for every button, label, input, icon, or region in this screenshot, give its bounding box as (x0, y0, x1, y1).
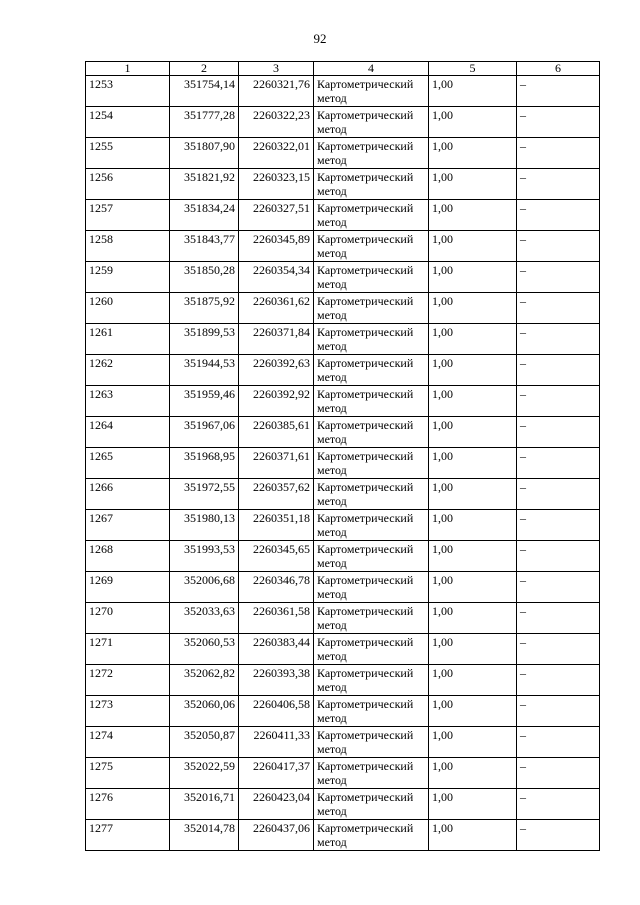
page-number: 92 (313, 31, 327, 46)
accuracy-cell: 1,00 (429, 572, 517, 603)
x-coordinate-cell: 352016,71 (170, 789, 239, 820)
accuracy-cell: 1,00 (429, 479, 517, 510)
table-row (86, 200, 600, 231)
point-number-cell: 1274 (86, 727, 170, 758)
table-row (86, 355, 600, 386)
note-cell: – (517, 820, 600, 851)
note-cell: – (517, 448, 600, 479)
point-number-cell: 1271 (86, 634, 170, 665)
x-coordinate-cell: 352050,87 (170, 727, 239, 758)
point-number-cell: 1276 (86, 789, 170, 820)
x-coordinate-cell: 351834,24 (170, 200, 239, 231)
point-number-cell: 1266 (86, 479, 170, 510)
point-number-cell: 1268 (86, 541, 170, 572)
method-cell: Картометрический метод (314, 169, 429, 200)
point-number-cell: 1261 (86, 324, 170, 355)
table-row (86, 572, 600, 603)
note-cell: – (517, 76, 600, 107)
x-coordinate-cell: 351980,13 (170, 510, 239, 541)
y-coordinate-cell: 2260417,37 (239, 758, 314, 789)
method-cell: Картометрический метод (314, 355, 429, 386)
table-row (86, 727, 600, 758)
y-coordinate-cell: 2260393,38 (239, 665, 314, 696)
x-coordinate-cell: 352062,82 (170, 665, 239, 696)
table-row (86, 479, 600, 510)
table-row (86, 510, 600, 541)
x-coordinate-cell: 352006,68 (170, 572, 239, 603)
note-cell: – (517, 758, 600, 789)
y-coordinate-cell: 2260392,63 (239, 355, 314, 386)
point-number-cell: 1269 (86, 572, 170, 603)
accuracy-cell: 1,00 (429, 541, 517, 572)
x-coordinate-cell: 351959,46 (170, 386, 239, 417)
method-cell: Картометрический метод (314, 634, 429, 665)
method-cell: Картометрический метод (314, 510, 429, 541)
x-coordinate-cell: 351972,55 (170, 479, 239, 510)
accuracy-cell: 1,00 (429, 169, 517, 200)
y-coordinate-cell: 2260327,51 (239, 200, 314, 231)
method-cell: Картометрический метод (314, 820, 429, 851)
point-number-cell: 1273 (86, 696, 170, 727)
accuracy-cell: 1,00 (429, 727, 517, 758)
note-cell: – (517, 262, 600, 293)
point-number-cell: 1258 (86, 231, 170, 262)
table-row (86, 448, 600, 479)
accuracy-cell: 1,00 (429, 107, 517, 138)
table-row (86, 634, 600, 665)
y-coordinate-cell: 2260371,61 (239, 448, 314, 479)
table-row (86, 231, 600, 262)
method-cell: Картометрический метод (314, 293, 429, 324)
table-row (86, 293, 600, 324)
accuracy-cell: 1,00 (429, 634, 517, 665)
table-row (86, 76, 600, 107)
y-coordinate-cell: 2260423,04 (239, 789, 314, 820)
note-cell: – (517, 572, 600, 603)
x-coordinate-cell: 351875,92 (170, 293, 239, 324)
method-cell: Картометрический метод (314, 231, 429, 262)
method-cell: Картометрический метод (314, 603, 429, 634)
y-coordinate-cell: 2260346,78 (239, 572, 314, 603)
note-cell: – (517, 479, 600, 510)
method-cell: Картометрический метод (314, 696, 429, 727)
method-cell: Картометрический метод (314, 541, 429, 572)
note-cell: – (517, 324, 600, 355)
point-number-cell: 1275 (86, 758, 170, 789)
point-number-cell: 1265 (86, 448, 170, 479)
accuracy-cell: 1,00 (429, 262, 517, 293)
x-coordinate-cell: 352022,59 (170, 758, 239, 789)
y-coordinate-cell: 2260392,92 (239, 386, 314, 417)
x-coordinate-cell: 351899,53 (170, 324, 239, 355)
note-cell: – (517, 231, 600, 262)
column-header: 6 (517, 62, 600, 76)
accuracy-cell: 1,00 (429, 355, 517, 386)
y-coordinate-cell: 2260411,33 (239, 727, 314, 758)
note-cell: – (517, 541, 600, 572)
y-coordinate-cell: 2260437,06 (239, 820, 314, 851)
y-coordinate-cell: 2260322,23 (239, 107, 314, 138)
y-coordinate-cell: 2260385,61 (239, 417, 314, 448)
point-number-cell: 1257 (86, 200, 170, 231)
x-coordinate-cell: 351944,53 (170, 355, 239, 386)
method-cell: Картометрический метод (314, 138, 429, 169)
y-coordinate-cell: 2260357,62 (239, 479, 314, 510)
y-coordinate-cell: 2260406,58 (239, 696, 314, 727)
method-cell: Картометрический метод (314, 107, 429, 138)
method-cell: Картометрический метод (314, 448, 429, 479)
column-header: 2 (170, 62, 239, 76)
table-row (86, 758, 600, 789)
x-coordinate-cell: 352014,78 (170, 820, 239, 851)
x-coordinate-cell: 352060,06 (170, 696, 239, 727)
note-cell: – (517, 510, 600, 541)
note-cell: – (517, 386, 600, 417)
note-cell: – (517, 789, 600, 820)
point-number-cell: 1263 (86, 386, 170, 417)
table-row (86, 541, 600, 572)
method-cell: Картометрический метод (314, 76, 429, 107)
table-row (86, 603, 600, 634)
method-cell: Картометрический метод (314, 262, 429, 293)
x-coordinate-cell: 351967,06 (170, 417, 239, 448)
method-cell: Картометрический метод (314, 572, 429, 603)
accuracy-cell: 1,00 (429, 417, 517, 448)
x-coordinate-cell: 351993,53 (170, 541, 239, 572)
point-number-cell: 1262 (86, 355, 170, 386)
note-cell: – (517, 355, 600, 386)
method-cell: Картометрический метод (314, 758, 429, 789)
note-cell: – (517, 417, 600, 448)
table-row (86, 107, 600, 138)
y-coordinate-cell: 2260322,01 (239, 138, 314, 169)
accuracy-cell: 1,00 (429, 665, 517, 696)
table-row (86, 262, 600, 293)
table-row (86, 324, 600, 355)
method-cell: Картометрический метод (314, 417, 429, 448)
x-coordinate-cell: 351754,14 (170, 76, 239, 107)
note-cell: – (517, 138, 600, 169)
accuracy-cell: 1,00 (429, 696, 517, 727)
method-cell: Картометрический метод (314, 324, 429, 355)
table-row (86, 386, 600, 417)
y-coordinate-cell: 2260361,58 (239, 603, 314, 634)
table-row (86, 696, 600, 727)
x-coordinate-cell: 351968,95 (170, 448, 239, 479)
x-coordinate-cell: 352033,63 (170, 603, 239, 634)
method-cell: Картометрический метод (314, 386, 429, 417)
note-cell: – (517, 634, 600, 665)
method-cell: Картометрический метод (314, 200, 429, 231)
y-coordinate-cell: 2260383,44 (239, 634, 314, 665)
x-coordinate-cell: 351807,90 (170, 138, 239, 169)
point-number-cell: 1255 (86, 138, 170, 169)
table-row (86, 138, 600, 169)
y-coordinate-cell: 2260351,18 (239, 510, 314, 541)
point-number-cell: 1264 (86, 417, 170, 448)
table-row (86, 665, 600, 696)
accuracy-cell: 1,00 (429, 789, 517, 820)
method-cell: Картометрический метод (314, 665, 429, 696)
point-number-cell: 1253 (86, 76, 170, 107)
column-header: 3 (239, 62, 314, 76)
point-number-cell: 1259 (86, 262, 170, 293)
accuracy-cell: 1,00 (429, 758, 517, 789)
table-body (86, 76, 600, 851)
accuracy-cell: 1,00 (429, 76, 517, 107)
note-cell: – (517, 665, 600, 696)
column-header: 4 (314, 62, 429, 76)
accuracy-cell: 1,00 (429, 510, 517, 541)
x-coordinate-cell: 351821,92 (170, 169, 239, 200)
table-row (86, 789, 600, 820)
method-cell: Картометрический метод (314, 727, 429, 758)
note-cell: – (517, 200, 600, 231)
note-cell: – (517, 293, 600, 324)
method-cell: Картометрический метод (314, 789, 429, 820)
y-coordinate-cell: 2260321,76 (239, 76, 314, 107)
accuracy-cell: 1,00 (429, 448, 517, 479)
y-coordinate-cell: 2260323,15 (239, 169, 314, 200)
point-number-cell: 1270 (86, 603, 170, 634)
note-cell: – (517, 696, 600, 727)
point-number-cell: 1254 (86, 107, 170, 138)
point-number-cell: 1260 (86, 293, 170, 324)
table-row (86, 169, 600, 200)
accuracy-cell: 1,00 (429, 138, 517, 169)
point-number-cell: 1256 (86, 169, 170, 200)
y-coordinate-cell: 2260361,62 (239, 293, 314, 324)
accuracy-cell: 1,00 (429, 820, 517, 851)
accuracy-cell: 1,00 (429, 386, 517, 417)
note-cell: – (517, 603, 600, 634)
table-row (86, 820, 600, 851)
x-coordinate-cell: 352060,53 (170, 634, 239, 665)
x-coordinate-cell: 351777,28 (170, 107, 239, 138)
accuracy-cell: 1,00 (429, 200, 517, 231)
accuracy-cell: 1,00 (429, 293, 517, 324)
column-header: 1 (86, 62, 170, 76)
x-coordinate-cell: 351843,77 (170, 231, 239, 262)
point-number-cell: 1267 (86, 510, 170, 541)
accuracy-cell: 1,00 (429, 603, 517, 634)
y-coordinate-cell: 2260371,84 (239, 324, 314, 355)
table-row (86, 417, 600, 448)
note-cell: – (517, 107, 600, 138)
y-coordinate-cell: 2260345,89 (239, 231, 314, 262)
y-coordinate-cell: 2260345,65 (239, 541, 314, 572)
y-coordinate-cell: 2260354,34 (239, 262, 314, 293)
column-header: 5 (429, 62, 517, 76)
method-cell: Картометрический метод (314, 479, 429, 510)
point-number-cell: 1272 (86, 665, 170, 696)
point-number-cell: 1277 (86, 820, 170, 851)
x-coordinate-cell: 351850,28 (170, 262, 239, 293)
note-cell: – (517, 169, 600, 200)
accuracy-cell: 1,00 (429, 231, 517, 262)
accuracy-cell: 1,00 (429, 324, 517, 355)
note-cell: – (517, 727, 600, 758)
table-header-row (86, 62, 600, 76)
coordinates-table (85, 61, 600, 851)
